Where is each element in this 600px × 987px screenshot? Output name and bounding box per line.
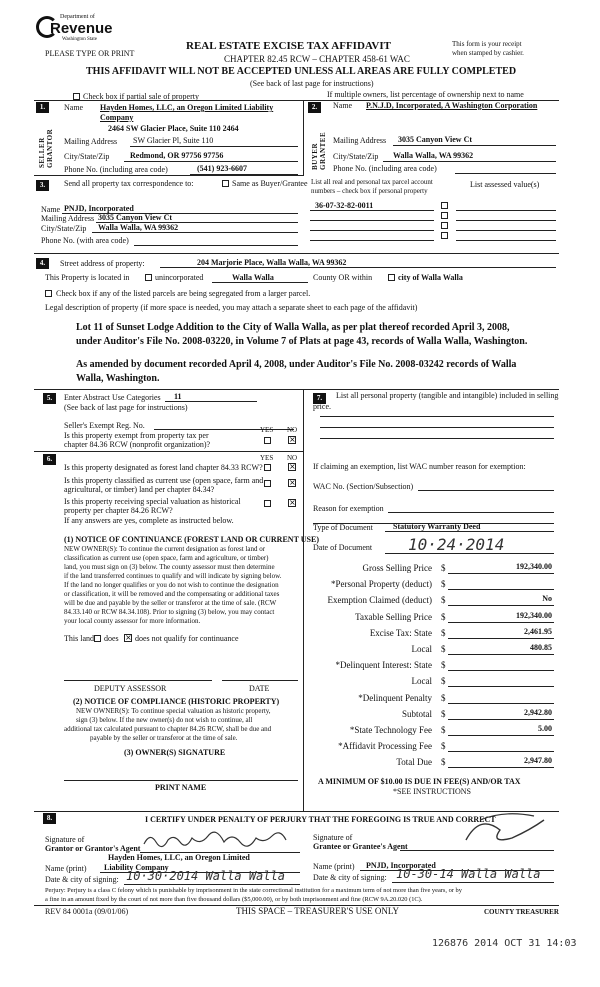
corr-name-label: Name (41, 205, 61, 214)
assessed-line-4 (456, 240, 556, 241)
grantee-date-label: Date & city of signing: (313, 873, 387, 882)
land-qualify-label-b: does not qualify for continuance (135, 634, 239, 643)
correspondence-label: Send all property tax correspondence to: (64, 179, 194, 188)
buyer-name-value[interactable]: P.N.J.D, Incorporated, A Washington Corporation (366, 101, 538, 110)
dept-name-text: Revenue (50, 20, 113, 37)
fee-dollar-sign: $ (441, 757, 446, 767)
print-name-label: PRINT NAME (155, 783, 207, 792)
grantor-signature-label-2: Grantor or Grantor's Agent (45, 844, 141, 853)
fee-underline (448, 638, 554, 639)
deputy-assessor-label: DEPUTY ASSESSOR (94, 684, 167, 693)
historic-no-checkbox[interactable]: × (289, 498, 296, 507)
section5-top-border (34, 389, 559, 390)
personal-property-line-3 (320, 438, 554, 439)
grantee-name-value[interactable]: PNJD, Incorporated (366, 861, 436, 870)
exempt-question-1: Is this property exempt from property tax per (64, 431, 209, 440)
fee-value[interactable]: 2,461.95 (524, 627, 552, 636)
assessed-line-3 (456, 230, 556, 231)
grantor-name-label: Name (print) (45, 864, 87, 873)
grantor-signature-label-1: Signature of (45, 835, 85, 844)
legal-description-line-3: As amended by document recorded April 4, 2008, under Auditor's File No. 2008-03242 records of Walla (76, 359, 517, 370)
notice-continuance-line-7: will be due and payable by the seller or transferor at the time of sale. (RCW (64, 599, 277, 607)
wac-line (418, 490, 554, 491)
doc-type-value[interactable]: Statutory Warranty Deed (393, 522, 481, 531)
doc-date-line (385, 553, 554, 554)
exempt-yes-checkbox[interactable] (264, 437, 271, 444)
partial-sale-checkbox[interactable] (73, 93, 80, 100)
fee-value[interactable]: 192,340.00 (516, 562, 552, 571)
seller-mailing-value[interactable]: SW Glacier Pl, Suite 110 (133, 136, 214, 145)
forest-no-checkbox[interactable]: × (289, 462, 296, 471)
fee-value[interactable]: 5.00 (538, 724, 552, 733)
street-address-value[interactable]: 204 Marjorie Place, Walla Walla, WA 99362 (197, 258, 347, 267)
notice-compliance-title: (2) NOTICE OF COMPLIANCE (HISTORIC PROPERTY) (73, 697, 280, 706)
section-8-badge: 8. (43, 813, 56, 824)
segregated-checkbox[interactable] (45, 290, 52, 297)
doc-date-label: Date of Document (313, 543, 373, 552)
grantee-date-line (392, 882, 554, 883)
fee-dollar-sign: $ (441, 644, 446, 654)
notice-compliance-line-2: sign (3) below. If the new owner(s) do not wish to continue, all (76, 716, 253, 724)
perjury-notice-2: a fine in an amount fixed by the court of not more than five thousand dollars ($5,000.00), or by both imprisonment and fine (RCW 9A.20.020 (1C). (45, 896, 423, 903)
fee-dollar-sign: $ (441, 628, 446, 638)
grantee-signature-line (400, 850, 554, 851)
treasurer-space-label: THIS SPACE – TREASURER'S USE ONLY (236, 906, 400, 916)
buyer-mailing-label: Mailing Address (333, 136, 387, 145)
personal-property-label-2: price. (313, 402, 331, 411)
grantor-date-label: Date & city of signing: (45, 875, 119, 884)
personal-property-label-1: List all personal property (tangible and intangible) included in selling (336, 391, 559, 400)
exemption-reason-label: Reason for exemption (313, 504, 384, 513)
section-1-badge: 1. (36, 102, 49, 113)
form-chapters: CHAPTER 82.45 RCW – CHAPTER 458-61 WAC (224, 54, 410, 64)
buyer-name-label: Name (333, 101, 353, 110)
notice-continuance-line-1: NEW OWNER(S): To continue the current designation as forest land or (64, 545, 266, 553)
street-address-line (160, 267, 556, 268)
parcel-line-2 (310, 220, 434, 221)
see-instructions-note: *SEE INSTRUCTIONS (393, 787, 472, 796)
exempt-question-2: chapter 84.36 RCW (nonprofit organization)? (64, 440, 211, 449)
fee-underline (448, 589, 554, 590)
located-in-label: This Property is located in (45, 273, 130, 282)
dept-of-text: Department of (60, 14, 95, 20)
print-note: PLEASE TYPE OR PRINT (45, 49, 135, 58)
fee-underline (448, 654, 554, 655)
notice-continuance-line-3: land, you must sign on (3) below. The county assessor must then determine (64, 563, 275, 571)
fee-underline (448, 686, 554, 687)
city-within-checkbox[interactable] (388, 274, 395, 281)
section-4-badge: 4. (36, 258, 49, 269)
fee-underline (448, 703, 554, 704)
fee-dollar-sign: $ (441, 676, 446, 686)
grantee-signature[interactable] (460, 810, 550, 848)
section4-top-border (34, 253, 559, 254)
historic-question-2: property per chapter 84.26 RCW? (64, 506, 173, 515)
same-as-buyer-label: Same as Buyer/Grantee (232, 179, 308, 188)
notice-continuance-line-6: or classification, it will be removed and the compensating or additional taxes (64, 590, 280, 598)
fee-underline (448, 573, 554, 574)
abstract-see-back: (See back of last page for instructions) (64, 403, 188, 412)
doc-type-line (385, 531, 554, 532)
fee-dollar-sign: $ (441, 579, 446, 589)
section3-top-border (34, 175, 304, 176)
section6-top-border (34, 451, 304, 452)
fee-underline (448, 670, 554, 671)
parcel-personal-checkbox-3[interactable] (441, 222, 448, 229)
buyer-city-value[interactable]: Walla Walla, WA 99362 (393, 151, 474, 160)
corr-city-label: City/State/Zip (41, 224, 87, 233)
current-use-question-1: Is this property classified as current use (open space, farm and (64, 476, 264, 485)
seller-exempt-label: Seller's Exempt Reg. No. (64, 421, 145, 430)
parcel-personal-checkbox-2[interactable] (441, 212, 448, 219)
buyer-mailing-line (393, 145, 556, 146)
see-back-note: (See back of last page for instructions) (250, 79, 374, 88)
fee-value[interactable]: 480.85 (530, 643, 552, 652)
seller-side-label: SELLER GRANTOR (38, 128, 54, 168)
fee-label: Local (411, 676, 432, 686)
section-6-badge: 6. (43, 454, 56, 465)
current-use-question-2: agricultural, or timber) land per chapter 84.34? (64, 485, 215, 494)
grantee-signature-label-2: Grantee or Grantee's Agent (313, 842, 408, 851)
assessor-date-label: DATE (249, 684, 270, 693)
revenue-logo (36, 14, 113, 44)
s6-yes-header: YES (260, 454, 274, 462)
exempt-no-checkbox[interactable]: × (289, 435, 296, 444)
parcel-line-1 (310, 210, 434, 211)
seller-mailing-line (130, 146, 298, 147)
notice-continuance-line-9: your local county assessor for more information. (64, 617, 201, 625)
exempt-yes-header: YES (260, 426, 274, 434)
buyer-phone-label: Phone No. (including area code) (333, 164, 437, 173)
forest-land-question: Is this property designated as forest land chapter 84.33 RCW? (64, 463, 263, 472)
forest-yes-checkbox[interactable] (264, 464, 271, 471)
grantor-date-line (124, 884, 300, 885)
form-number: REV 84 0001a (09/01/06) (45, 907, 129, 916)
legal-description-line-4: Walla, Washington. (76, 373, 160, 384)
notice-continuance-line-2: classification as current use (open space, farm and agriculture, or timber) (64, 554, 269, 562)
assessor-date-line (222, 680, 298, 681)
seller-city-line (124, 161, 298, 162)
notice-compliance-line-1: NEW OWNER(S): To continue special valuation as historic property, (76, 707, 271, 715)
corr-city-line (92, 232, 298, 233)
abstract-use-line (165, 401, 257, 402)
fee-label: Exemption Claimed (deduct) (327, 595, 432, 605)
parcel-personal-checkbox-4[interactable] (441, 232, 448, 239)
fee-label: *Personal Property (deduct) (331, 579, 432, 589)
current-use-no-checkbox[interactable]: × (289, 478, 296, 487)
fee-dollar-sign: $ (441, 563, 446, 573)
corr-city-value[interactable]: Walla Walla, WA 99362 (98, 223, 179, 232)
fee-label: Total Due (396, 757, 432, 767)
fee-label: Excise Tax: State (369, 628, 432, 638)
fee-label: *Affidavit Processing Fee (338, 741, 432, 751)
land-does-label: does (104, 634, 119, 643)
receipt-note-1: This form is your receipt (452, 40, 522, 48)
grantor-name-value[interactable]: Liability Company (104, 863, 169, 872)
current-use-yes-checkbox[interactable] (264, 480, 271, 487)
corr-mailing-value[interactable]: 3035 Canyon View Ct (98, 213, 173, 222)
notice-compliance-line-3: additional tax calculated pursuant to chapter 84.26 RCW, shall be due and (64, 725, 272, 733)
buyer-mailing-value[interactable]: 3035 Canyon View Ct (398, 135, 473, 144)
deputy-assessor-line (64, 680, 212, 681)
corr-phone-line (134, 245, 298, 246)
if-yes-instruction: If any answers are yes, complete as instructed below. (64, 516, 234, 525)
multiple-owners-note: If multiple owners, list percentage of ownership next to name (327, 90, 524, 99)
parcel-line-3 (310, 230, 434, 231)
legal-description-label: Legal description of property (if more space is needed, you may attach a separate sheet to each page of the affidavit) (45, 303, 418, 312)
assessed-value-header: List assessed value(s) (470, 180, 540, 189)
fee-label: *Delinquent Interest: State (335, 660, 432, 670)
fee-label: Local (411, 644, 432, 654)
section-2-badge: 2. (308, 102, 321, 113)
section-3-badge: 3. (36, 180, 49, 191)
notice-continuance-line-4: if the land transferred continues to qualify and will indicate by signing below. (64, 572, 282, 580)
parcel-header-1: List all real and personal tax parcel account (311, 178, 433, 186)
corr-name-value[interactable]: PNJD, Incorporated (64, 204, 134, 213)
buyer-side-label: BUYER GRANTEE (311, 131, 327, 170)
buyer-city-line (383, 161, 556, 162)
form-warning: THIS AFFIDAVIT WILL NOT BE ACCEPTED UNLESS ALL AREAS ARE FULLY COMPLETED (86, 66, 517, 77)
fee-value[interactable]: 2,947.80 (524, 756, 552, 765)
grantor-date-value[interactable]: 10·30·2014 Walla Walla (126, 869, 285, 883)
dept-state-text: Washington State (62, 37, 98, 42)
exempt-no-header: NO (287, 426, 298, 434)
fee-dollar-sign: $ (441, 725, 446, 735)
grantee-signature-label-1: Signature of (313, 833, 353, 842)
fee-underline (448, 751, 554, 752)
seller-mailing-label: Mailing Address (64, 137, 118, 146)
cashier-stamp: 126876 2014 OCT 31 14:03 (432, 938, 577, 949)
county-line (212, 282, 308, 283)
legal-description-line-1: Lot 11 of Sunset Lodge Addition to the City of Walla Walla, as per plat thereof recorded April 3, 2008, (76, 322, 510, 333)
fee-underline (448, 719, 554, 720)
county-value[interactable]: Walla Walla (232, 273, 274, 282)
seller-name-label: Name (64, 103, 84, 112)
seller-phone-value[interactable]: (541) 923-6607 (197, 164, 247, 173)
personal-property-line-1 (320, 416, 554, 417)
fee-underline (448, 605, 554, 606)
fee-value[interactable]: 192,340.00 (516, 611, 552, 620)
parcel-personal-checkbox-1[interactable] (441, 202, 448, 209)
form-title: REAL ESTATE EXCISE TAX AFFIDAVIT (186, 40, 391, 52)
buyer-city-label: City/State/Zip (333, 152, 379, 161)
personal-property-line-2 (320, 427, 554, 428)
corr-mailing-label: Mailing Address (41, 214, 95, 223)
section-7-badge: 7. (313, 393, 326, 404)
grantee-date-value[interactable]: 10-30-14 Walla Walla (396, 867, 541, 881)
land-does-checkbox[interactable] (94, 635, 101, 642)
print-name-line (64, 780, 298, 781)
segregated-label: Check box if any of the listed parcels are being segregated from a larger parcel. (56, 289, 311, 298)
fee-label: *Delinquent Penalty (358, 693, 432, 703)
assessed-line-2 (456, 220, 556, 221)
fee-dollar-sign: $ (441, 709, 446, 719)
s6-no-header: NO (287, 454, 298, 462)
fee-dollar-sign: $ (441, 595, 446, 605)
owner-signature-label: (3) OWNER(S) SIGNATURE (124, 748, 226, 757)
fee-label: Gross Selling Price (362, 563, 432, 573)
parcel-number-value[interactable]: 36-07-32-82-0011 (315, 201, 374, 210)
fee-underline (448, 735, 554, 736)
abstract-use-value[interactable]: 11 (174, 392, 182, 401)
fee-underline (448, 622, 554, 623)
seller-name-value-2[interactable]: Company (100, 113, 134, 122)
same-as-buyer-checkbox[interactable] (222, 180, 229, 187)
fee-dollar-sign: $ (441, 693, 446, 703)
fee-underline (448, 767, 554, 768)
certify-statement: I CERTIFY UNDER PENALTY OF PERJURY THAT THE FOREGOING IS TRUE AND CORRECT (145, 815, 496, 824)
grantee-name-label: Name (print) (313, 862, 355, 871)
street-address-label: Street address of property: (60, 259, 145, 268)
parcel-line-4 (310, 240, 434, 241)
fee-dollar-sign: $ (441, 741, 446, 751)
perjury-notice-1: Perjury: Perjury is a class C felony which is punishable by imprisonment in the state correctional institution for a maximum term of not more than five years, or by (45, 887, 462, 894)
grantor-signature[interactable] (140, 828, 290, 852)
wac-label: WAC No. (Section/Subsection) (313, 482, 414, 491)
assessed-line-1 (456, 210, 556, 211)
fee-dollar-sign: $ (441, 660, 446, 670)
parcel-header-2: numbers – check box if personal property (311, 187, 428, 195)
historic-yes-checkbox[interactable] (264, 500, 271, 507)
seller-phone-label: Phone No. (including area code) (64, 165, 168, 174)
seller-name-value[interactable]: Hayden Homes, LLC, an Oregon Limited Liability (100, 103, 274, 112)
section1-2-divider (303, 100, 304, 175)
city-of-label: city of Walla Walla (398, 273, 463, 282)
seller-city-value[interactable]: Redmond, OR 97756 97756 (130, 151, 224, 160)
fee-label: Subtotal (401, 709, 432, 719)
doc-type-label: Type of Document (313, 523, 373, 532)
exemption-claim-label: If claiming an exemption, list WAC number reason for exemption: (313, 462, 526, 471)
partial-sale-label: Check box if partial sale of property (83, 92, 199, 101)
seller-address-typed[interactable]: 2464 SW Glacier Place, Suite 110 2464 (108, 124, 239, 133)
legal-description-line-2: under Auditor's File No. 2008-03220, in Volume 7 of Plats at page 43, records of Walla Walla, Washington. (76, 336, 528, 347)
unincorporated-checkbox[interactable] (145, 274, 152, 281)
buyer-phone-line (455, 173, 556, 174)
seller-city-label: City/State/Zip (64, 152, 110, 161)
land-does-not-checkbox[interactable]: × (125, 633, 132, 642)
historic-question-1: Is this property receiving special valuation as historical (64, 497, 241, 506)
notice-continuance-line-5: If the land no longer qualifies or you do not wish to continue the designation (64, 581, 279, 589)
fee-label: *State Technology Fee (349, 725, 432, 735)
county-treasurer-label: COUNTY TREASURER (484, 908, 559, 916)
abstract-use-label: Enter Abstract Use Categories (64, 393, 161, 402)
notice-continuance-line-8: 84.33.140 or RCW 84.34.108). Prior to signing (3) below, you may contact (64, 608, 275, 616)
minimum-fee-notice: A MINIMUM OF $10.00 IS DUE IN FEE(S) AND/OR TAX (318, 777, 521, 786)
fee-label: Taxable Selling Price (355, 612, 432, 622)
notice-continuance-title: (1) NOTICE OF CONTINUANCE (FOREST LAND OR CURRENT USE) (64, 535, 319, 544)
notice-compliance-line-4: payable by the seller or transferor at the time of sale. (90, 734, 238, 742)
doc-date-value[interactable]: 10·24·2014 (408, 535, 505, 554)
receipt-note-2: when stamped by cashier. (452, 49, 524, 57)
reason-line-1 (388, 512, 554, 513)
county-or-label: County OR within (313, 273, 373, 282)
corr-phone-label: Phone No. (with area code) (41, 236, 129, 245)
land-qualify-label-a: This land (64, 634, 94, 643)
fee-value[interactable]: No (542, 594, 552, 603)
grantor-company-name: Hayden Homes, LLC, an Oregon Limited (108, 853, 250, 862)
fee-value[interactable]: 2,942.80 (524, 708, 552, 717)
section-5-badge: 5. (43, 393, 56, 404)
fee-dollar-sign: $ (441, 612, 446, 622)
unincorporated-label: unincorporated (155, 273, 204, 282)
